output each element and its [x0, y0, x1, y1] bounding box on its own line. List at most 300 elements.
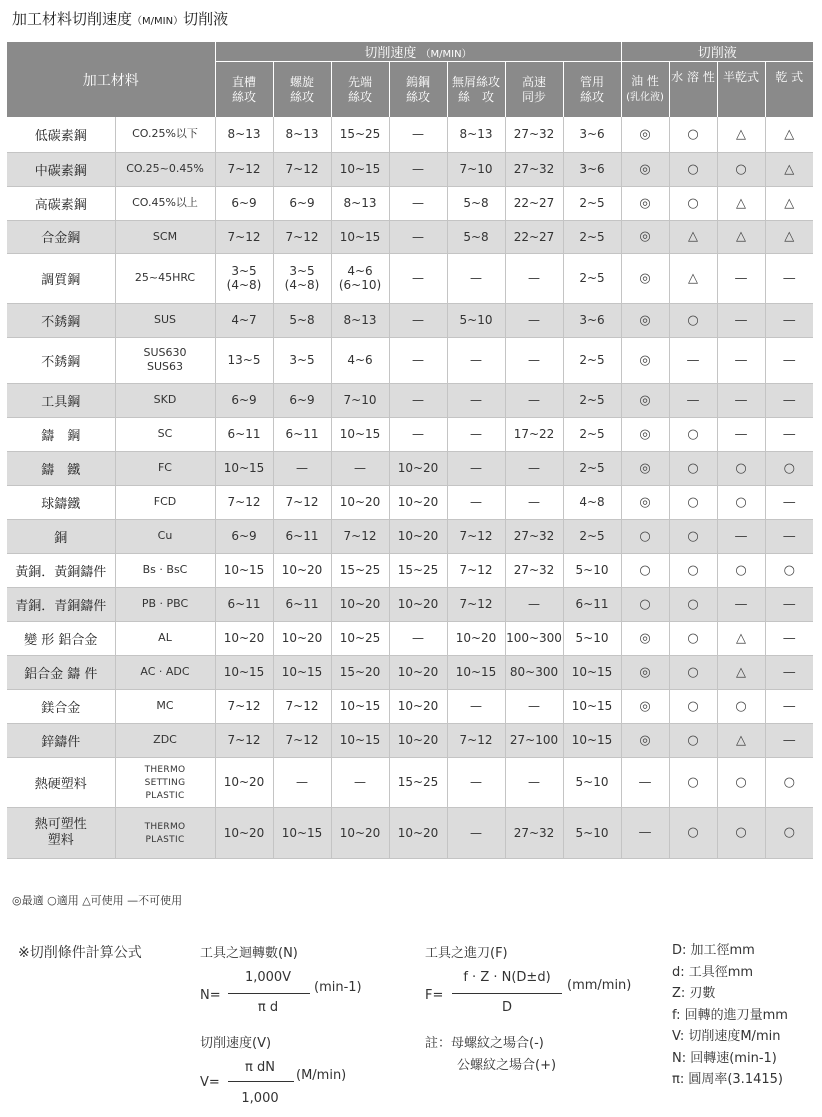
speed-value: — — [389, 383, 447, 417]
speed-value: 3~5 — [273, 337, 331, 383]
speed-value: 5~8 — [447, 220, 505, 253]
fluid-rating: — — [765, 485, 813, 519]
speed-value: 4~6 — [331, 337, 389, 383]
fluid-rating: — — [717, 337, 765, 383]
header-line-2: 絲 攻 — [457, 89, 494, 104]
fluid-rating: △ — [765, 220, 813, 253]
speed-value: 6~9 — [273, 383, 331, 417]
table-row — [7, 689, 813, 723]
speed-value: 27~32 — [505, 152, 563, 186]
table-row — [7, 337, 813, 383]
speed-value: — — [505, 757, 563, 807]
speed-value: — — [505, 337, 563, 383]
speed-value: — — [505, 485, 563, 519]
material-spec — [115, 553, 215, 587]
fluid-rating: — — [765, 337, 813, 383]
title-suffix: 切削液 — [183, 10, 229, 28]
fluid-rating: ○ — [717, 485, 765, 519]
rpm-title: 工具之迴轉數(N) — [200, 946, 298, 961]
header-speed-col — [389, 62, 447, 118]
speed-value: 8~13 — [273, 117, 331, 152]
speed-value: 6~11 — [273, 417, 331, 451]
material-name: 鑄 鋼 — [7, 417, 115, 451]
speed-value: — — [447, 757, 505, 807]
fluid-rating: ◎ — [621, 417, 669, 451]
header-line-1: 水 溶 性 — [671, 70, 715, 84]
speed-value: 7~12 — [273, 723, 331, 757]
speed-value: 15~25 — [389, 553, 447, 587]
speed-value: 10~20 — [331, 807, 389, 858]
speed-value: 10~20 — [331, 587, 389, 621]
speed-value: 3~6 — [563, 152, 621, 186]
speed-value: 13~5 — [215, 337, 273, 383]
speed-value: 6~11 — [273, 587, 331, 621]
speed-value: — — [447, 485, 505, 519]
fluid-rating: △ — [717, 220, 765, 253]
speed-value: — — [447, 253, 505, 303]
speed-value: 6~9 — [215, 383, 273, 417]
material-spec — [115, 417, 215, 451]
speed-value: — — [389, 621, 447, 655]
material-spec-line: SCM — [152, 229, 178, 243]
speed-value: — — [505, 689, 563, 723]
speed-fraction-bar — [228, 1081, 294, 1082]
fluid-rating: ○ — [621, 587, 669, 621]
speed-unit: (M/min) — [296, 1068, 347, 1083]
header-line-1: 鎢鋼 — [405, 74, 430, 89]
table-row — [7, 655, 813, 689]
speed-value: 5~10 — [447, 303, 505, 337]
speed-value: 15~25 — [331, 117, 389, 152]
speed-value: 10~15 — [331, 220, 389, 253]
speed-value: 27~32 — [505, 553, 563, 587]
speed-value: 6~11 — [273, 519, 331, 553]
speed-value: 7~12 — [273, 485, 331, 519]
fluid-rating: — — [765, 621, 813, 655]
speed-value: 2~5 — [563, 186, 621, 220]
fluid-rating: — — [717, 587, 765, 621]
fluid-rating: — — [765, 303, 813, 337]
speed-value: — — [505, 303, 563, 337]
material-spec — [115, 689, 215, 723]
header-line-1: 螺旋 — [289, 74, 314, 89]
speed-value: — — [389, 253, 447, 303]
table-row — [7, 587, 813, 621]
speed-value: 10~20 — [215, 621, 273, 655]
speed-value: 2~5 — [563, 417, 621, 451]
speed-value: 5~10 — [563, 621, 621, 655]
speed-value: 5~10 — [563, 807, 621, 858]
fluid-rating: △ — [669, 253, 717, 303]
header-speed-label: 切削速度 — [364, 46, 417, 61]
fluid-rating: — — [717, 303, 765, 337]
material-spec-line: SKD — [153, 393, 177, 406]
material-spec-line: FC — [157, 461, 172, 474]
table-row — [7, 152, 813, 186]
speed-value: 27~100 — [505, 723, 563, 757]
fluid-rating: ◎ — [621, 655, 669, 689]
material-spec — [115, 519, 215, 553]
header-line-1: 管用 — [579, 74, 604, 89]
fluid-rating: ◎ — [621, 689, 669, 723]
speed-lhs: V= — [200, 1075, 220, 1090]
fluid-rating: △ — [765, 117, 813, 152]
material-spec-line: CO.45%以上 — [132, 196, 198, 209]
speed-value: 10~15 — [215, 655, 273, 689]
variable-item: V: 切削速度M/min — [672, 1029, 781, 1044]
fluid-rating: ○ — [669, 117, 717, 152]
material-spec — [115, 621, 215, 655]
speed-value: 7~12 — [215, 220, 273, 253]
speed-value: 7~12 — [273, 152, 331, 186]
material-name: 不銹鋼 — [7, 337, 115, 383]
feed-title: 工具之進刀(F) — [425, 946, 508, 961]
fluid-rating: ○ — [669, 186, 717, 220]
speed-value: 27~32 — [505, 519, 563, 553]
table-row — [7, 451, 813, 485]
speed-value: — — [447, 417, 505, 451]
speed-value: 10~20 — [389, 655, 447, 689]
material-name: 球鑄鐵 — [7, 485, 115, 519]
speed-value-line: (6~10) — [338, 278, 382, 292]
material-spec-line: AC · ADC — [140, 665, 190, 678]
speed-value: 10~15 — [273, 655, 331, 689]
material-spec — [115, 117, 215, 152]
feed-lhs: F= — [425, 988, 444, 1003]
speed-value: 2~5 — [563, 337, 621, 383]
speed-value: — — [331, 757, 389, 807]
speed-value — [273, 253, 331, 303]
fluid-rating: ◎ — [621, 723, 669, 757]
note-male-thread: 公螺紋之場合(+) — [457, 1058, 557, 1073]
fluid-rating: ◎ — [621, 152, 669, 186]
speed-value — [331, 253, 389, 303]
rpm-denominator: π d — [257, 1000, 279, 1015]
fluid-rating: — — [621, 807, 669, 858]
table-row — [7, 117, 813, 152]
header-line-1: 半乾式 — [722, 70, 759, 84]
speed-value: 17~22 — [505, 417, 563, 451]
header-fluid-col — [621, 62, 669, 118]
material-spec-line: AL — [158, 631, 172, 644]
fluid-rating: — — [669, 383, 717, 417]
header-line-2: 絲攻 — [347, 89, 372, 104]
material-name: 工具鋼 — [7, 383, 115, 417]
header-speed-col — [273, 62, 331, 118]
speed-value: — — [505, 587, 563, 621]
material-name: 高碳素鋼 — [7, 186, 115, 220]
material-name: 變 形 鋁合金 — [7, 621, 115, 655]
fluid-rating: ○ — [717, 152, 765, 186]
speed-value: — — [389, 152, 447, 186]
fluid-rating: ○ — [765, 553, 813, 587]
material-spec — [115, 253, 215, 303]
speed-value — [215, 253, 273, 303]
speed-value: 6~9 — [215, 519, 273, 553]
header-line-1: 先端 — [347, 74, 372, 89]
fluid-rating: — — [717, 417, 765, 451]
material-spec — [115, 337, 215, 383]
fluid-rating: ○ — [621, 519, 669, 553]
speed-value: 7~12 — [331, 519, 389, 553]
speed-value: 22~27 — [505, 186, 563, 220]
speed-value: 4~8 — [563, 485, 621, 519]
speed-value: — — [505, 383, 563, 417]
material-spec-line: SUS630 — [143, 346, 187, 359]
variable-item: Z: 刃數 — [672, 986, 716, 1001]
fluid-rating: ○ — [669, 807, 717, 858]
header-fluid-col — [765, 62, 813, 118]
note-female-thread: 註：母螺紋之場合(-) — [425, 1036, 544, 1051]
header-line-2: (乳化液) — [626, 92, 664, 103]
material-spec — [115, 485, 215, 519]
speed-value: 10~20 — [389, 519, 447, 553]
header-line-1: 乾 式 — [775, 70, 804, 84]
header-line-2: 絲攻 — [405, 89, 430, 104]
feed-unit: (mm/min) — [567, 978, 632, 993]
header-speed-group — [215, 42, 621, 62]
material-spec-line: SC — [157, 427, 173, 440]
fluid-rating: △ — [669, 220, 717, 253]
speed-value: 10~15 — [331, 723, 389, 757]
feed-fraction-bar — [452, 993, 562, 994]
fluid-rating: ○ — [669, 587, 717, 621]
title-main: 加工材料切削速度 — [12, 10, 133, 28]
fluid-rating: ○ — [669, 451, 717, 485]
speed-value: 7~12 — [447, 587, 505, 621]
material-spec-line: SUS — [153, 313, 177, 326]
fluid-rating: ○ — [717, 689, 765, 723]
material-spec-line: ZDC — [153, 733, 177, 746]
cutting-speed-table — [7, 42, 813, 859]
material-spec-line: THERMO — [144, 764, 186, 775]
feed-numerator: f · Z · N(D±d) — [463, 970, 551, 985]
rpm-unit: (min-1) — [314, 980, 362, 995]
speed-value: 10~20 — [447, 621, 505, 655]
fluid-rating: — — [765, 417, 813, 451]
rpm-lhs: N= — [200, 988, 221, 1003]
feed-denominator: D — [501, 1000, 512, 1015]
variable-item: π: 圓周率(3.1415) — [672, 1072, 783, 1087]
material-spec-line: 25~45HRC — [134, 271, 196, 284]
speed-value: 5~10 — [563, 553, 621, 587]
variable-item: d: 工具徑mm — [672, 964, 754, 980]
speed-value: 10~20 — [389, 723, 447, 757]
header-line-2: 絲攻 — [289, 89, 314, 104]
variable-item: D: 加工徑mm — [672, 943, 755, 958]
material-name: 鑄 鐵 — [7, 451, 115, 485]
speed-value: 7~12 — [215, 689, 273, 723]
material-name: 青銅．青銅鑄件 — [7, 587, 115, 621]
speed-value-line: 4~6 — [347, 264, 373, 278]
table-row — [7, 253, 813, 303]
fluid-rating: ○ — [669, 417, 717, 451]
speed-value: 15~25 — [331, 553, 389, 587]
fluid-rating: ◎ — [621, 253, 669, 303]
speed-value: 4~7 — [215, 303, 273, 337]
material-spec — [115, 757, 215, 807]
header-speed-unit: （M/MIN） — [420, 49, 472, 60]
legend: ◎最適 ○適用 △可使用 —不可使用 — [12, 894, 183, 907]
speed-value: 10~20 — [389, 451, 447, 485]
speed-value: 2~5 — [563, 253, 621, 303]
material-spec-line: PLASTIC — [145, 834, 185, 845]
speed-value: 10~15 — [215, 451, 273, 485]
speed-value: — — [505, 253, 563, 303]
speed-value: 7~12 — [447, 519, 505, 553]
speed-value-line: (4~8) — [226, 278, 262, 292]
material-spec — [115, 807, 215, 858]
table-row — [7, 417, 813, 451]
speed-value: 7~10 — [447, 152, 505, 186]
speed-value: 2~5 — [563, 451, 621, 485]
speed-value: 7~12 — [447, 723, 505, 757]
table-row — [7, 303, 813, 337]
header-line-1: 無屑絲攻 — [451, 74, 500, 89]
fluid-rating: ◎ — [621, 303, 669, 337]
rpm-numerator: 1,000V — [244, 970, 292, 985]
fluid-rating: — — [765, 587, 813, 621]
speed-value: 6~9 — [273, 186, 331, 220]
variable-item: N: 回轉速(min-1) — [672, 1050, 777, 1066]
material-name: 熱硬塑料 — [7, 757, 115, 807]
fluid-rating: — — [765, 723, 813, 757]
speed-value: 8~13 — [215, 117, 273, 152]
page-title — [12, 8, 228, 29]
fluid-rating: ◎ — [621, 117, 669, 152]
material-spec — [115, 152, 215, 186]
speed-value: — — [447, 337, 505, 383]
speed-value: 15~25 — [389, 757, 447, 807]
speed-value: 10~20 — [273, 621, 331, 655]
speed-value: 2~5 — [563, 220, 621, 253]
variable-item: f: 回轉的進刀量mm — [672, 1007, 788, 1023]
speed-value: — — [331, 451, 389, 485]
fluid-rating: ○ — [717, 757, 765, 807]
table-row — [7, 186, 813, 220]
material-name: 調質鋼 — [7, 253, 115, 303]
material-name: 鋅鑄件 — [7, 723, 115, 757]
material-name: 合金鋼 — [7, 220, 115, 253]
speed-value: — — [389, 117, 447, 152]
fluid-rating: ○ — [669, 757, 717, 807]
table-row — [7, 757, 813, 807]
material-name — [7, 807, 115, 858]
material-spec — [115, 186, 215, 220]
speed-value: — — [505, 451, 563, 485]
speed-value: 10~15 — [563, 655, 621, 689]
fluid-rating: ○ — [717, 553, 765, 587]
fluid-rating: — — [765, 689, 813, 723]
speed-value: — — [389, 337, 447, 383]
header-speed-col — [331, 62, 389, 118]
fluid-rating: △ — [717, 117, 765, 152]
title-unit: （M/MIN） — [132, 16, 184, 27]
material-spec — [115, 303, 215, 337]
table-row — [7, 723, 813, 757]
material-spec-line: MC — [156, 699, 174, 712]
speed-value: 10~20 — [331, 485, 389, 519]
material-spec-line: THERMO — [144, 821, 186, 832]
material-name: 不銹鋼 — [7, 303, 115, 337]
fluid-rating: ○ — [717, 451, 765, 485]
fluid-rating: — — [717, 519, 765, 553]
header-speed-col — [215, 62, 273, 118]
header-fluid-col — [717, 62, 765, 118]
speed-value: 2~5 — [563, 383, 621, 417]
speed-value: 8~13 — [331, 186, 389, 220]
material-spec-line: FCD — [153, 495, 177, 508]
fluid-rating: — — [765, 383, 813, 417]
speed-value-line: (4~8) — [284, 278, 320, 292]
material-name-line: 熱可塑性 — [34, 816, 87, 832]
table-row — [7, 485, 813, 519]
speed-value: 7~12 — [215, 485, 273, 519]
material-spec-line: SUS63 — [146, 360, 183, 373]
speed-denominator: 1,000 — [241, 1091, 279, 1106]
speed-value: 10~15 — [563, 723, 621, 757]
fluid-rating: ◎ — [621, 383, 669, 417]
material-spec — [115, 655, 215, 689]
speed-value: 10~15 — [331, 689, 389, 723]
formula-heading: ※切削條件計算公式 — [18, 945, 142, 961]
fluid-rating: △ — [765, 186, 813, 220]
fluid-rating: ○ — [669, 303, 717, 337]
fluid-rating: △ — [765, 152, 813, 186]
speed-value: 6~11 — [215, 417, 273, 451]
header-speed-col — [563, 62, 621, 118]
material-spec — [115, 587, 215, 621]
fluid-rating: △ — [717, 655, 765, 689]
speed-value: — — [273, 757, 331, 807]
speed-value: 80~300 — [505, 655, 563, 689]
speed-value: — — [273, 451, 331, 485]
fluid-rating: ○ — [669, 723, 717, 757]
header-line-2: 絲攻 — [231, 89, 256, 104]
fluid-rating: ◎ — [621, 337, 669, 383]
material-name: 鎂合金 — [7, 689, 115, 723]
speed-value: 6~11 — [215, 587, 273, 621]
fluid-rating: ◎ — [621, 451, 669, 485]
speed-value: 10~20 — [273, 553, 331, 587]
header-speed-col — [447, 62, 505, 118]
fluid-rating: ○ — [669, 152, 717, 186]
speed-value: — — [447, 451, 505, 485]
table-row — [7, 621, 813, 655]
speed-value: 10~15 — [563, 689, 621, 723]
speed-value: 6~9 — [215, 186, 273, 220]
fluid-rating: ○ — [669, 689, 717, 723]
fluid-rating: — — [765, 253, 813, 303]
material-spec-line: PB · PBC — [141, 597, 189, 610]
table-row — [7, 220, 813, 253]
speed-value: 10~15 — [215, 553, 273, 587]
material-spec-line: PLASTIC — [145, 790, 185, 801]
speed-value: 100~300 — [505, 621, 563, 655]
speed-value: 10~15 — [331, 152, 389, 186]
fluid-rating: — — [765, 655, 813, 689]
speed-value: 15~20 — [331, 655, 389, 689]
table-row — [7, 553, 813, 587]
header-material: 加工材料 — [7, 42, 215, 117]
fluid-rating: — — [717, 383, 765, 417]
material-spec-line: Bs · BsC — [142, 563, 188, 576]
fluid-rating: ○ — [765, 451, 813, 485]
fluid-rating: ○ — [669, 519, 717, 553]
material-name: 銅 — [7, 519, 115, 553]
material-name-line: 塑料 — [47, 832, 74, 848]
speed-value: 7~12 — [273, 220, 331, 253]
